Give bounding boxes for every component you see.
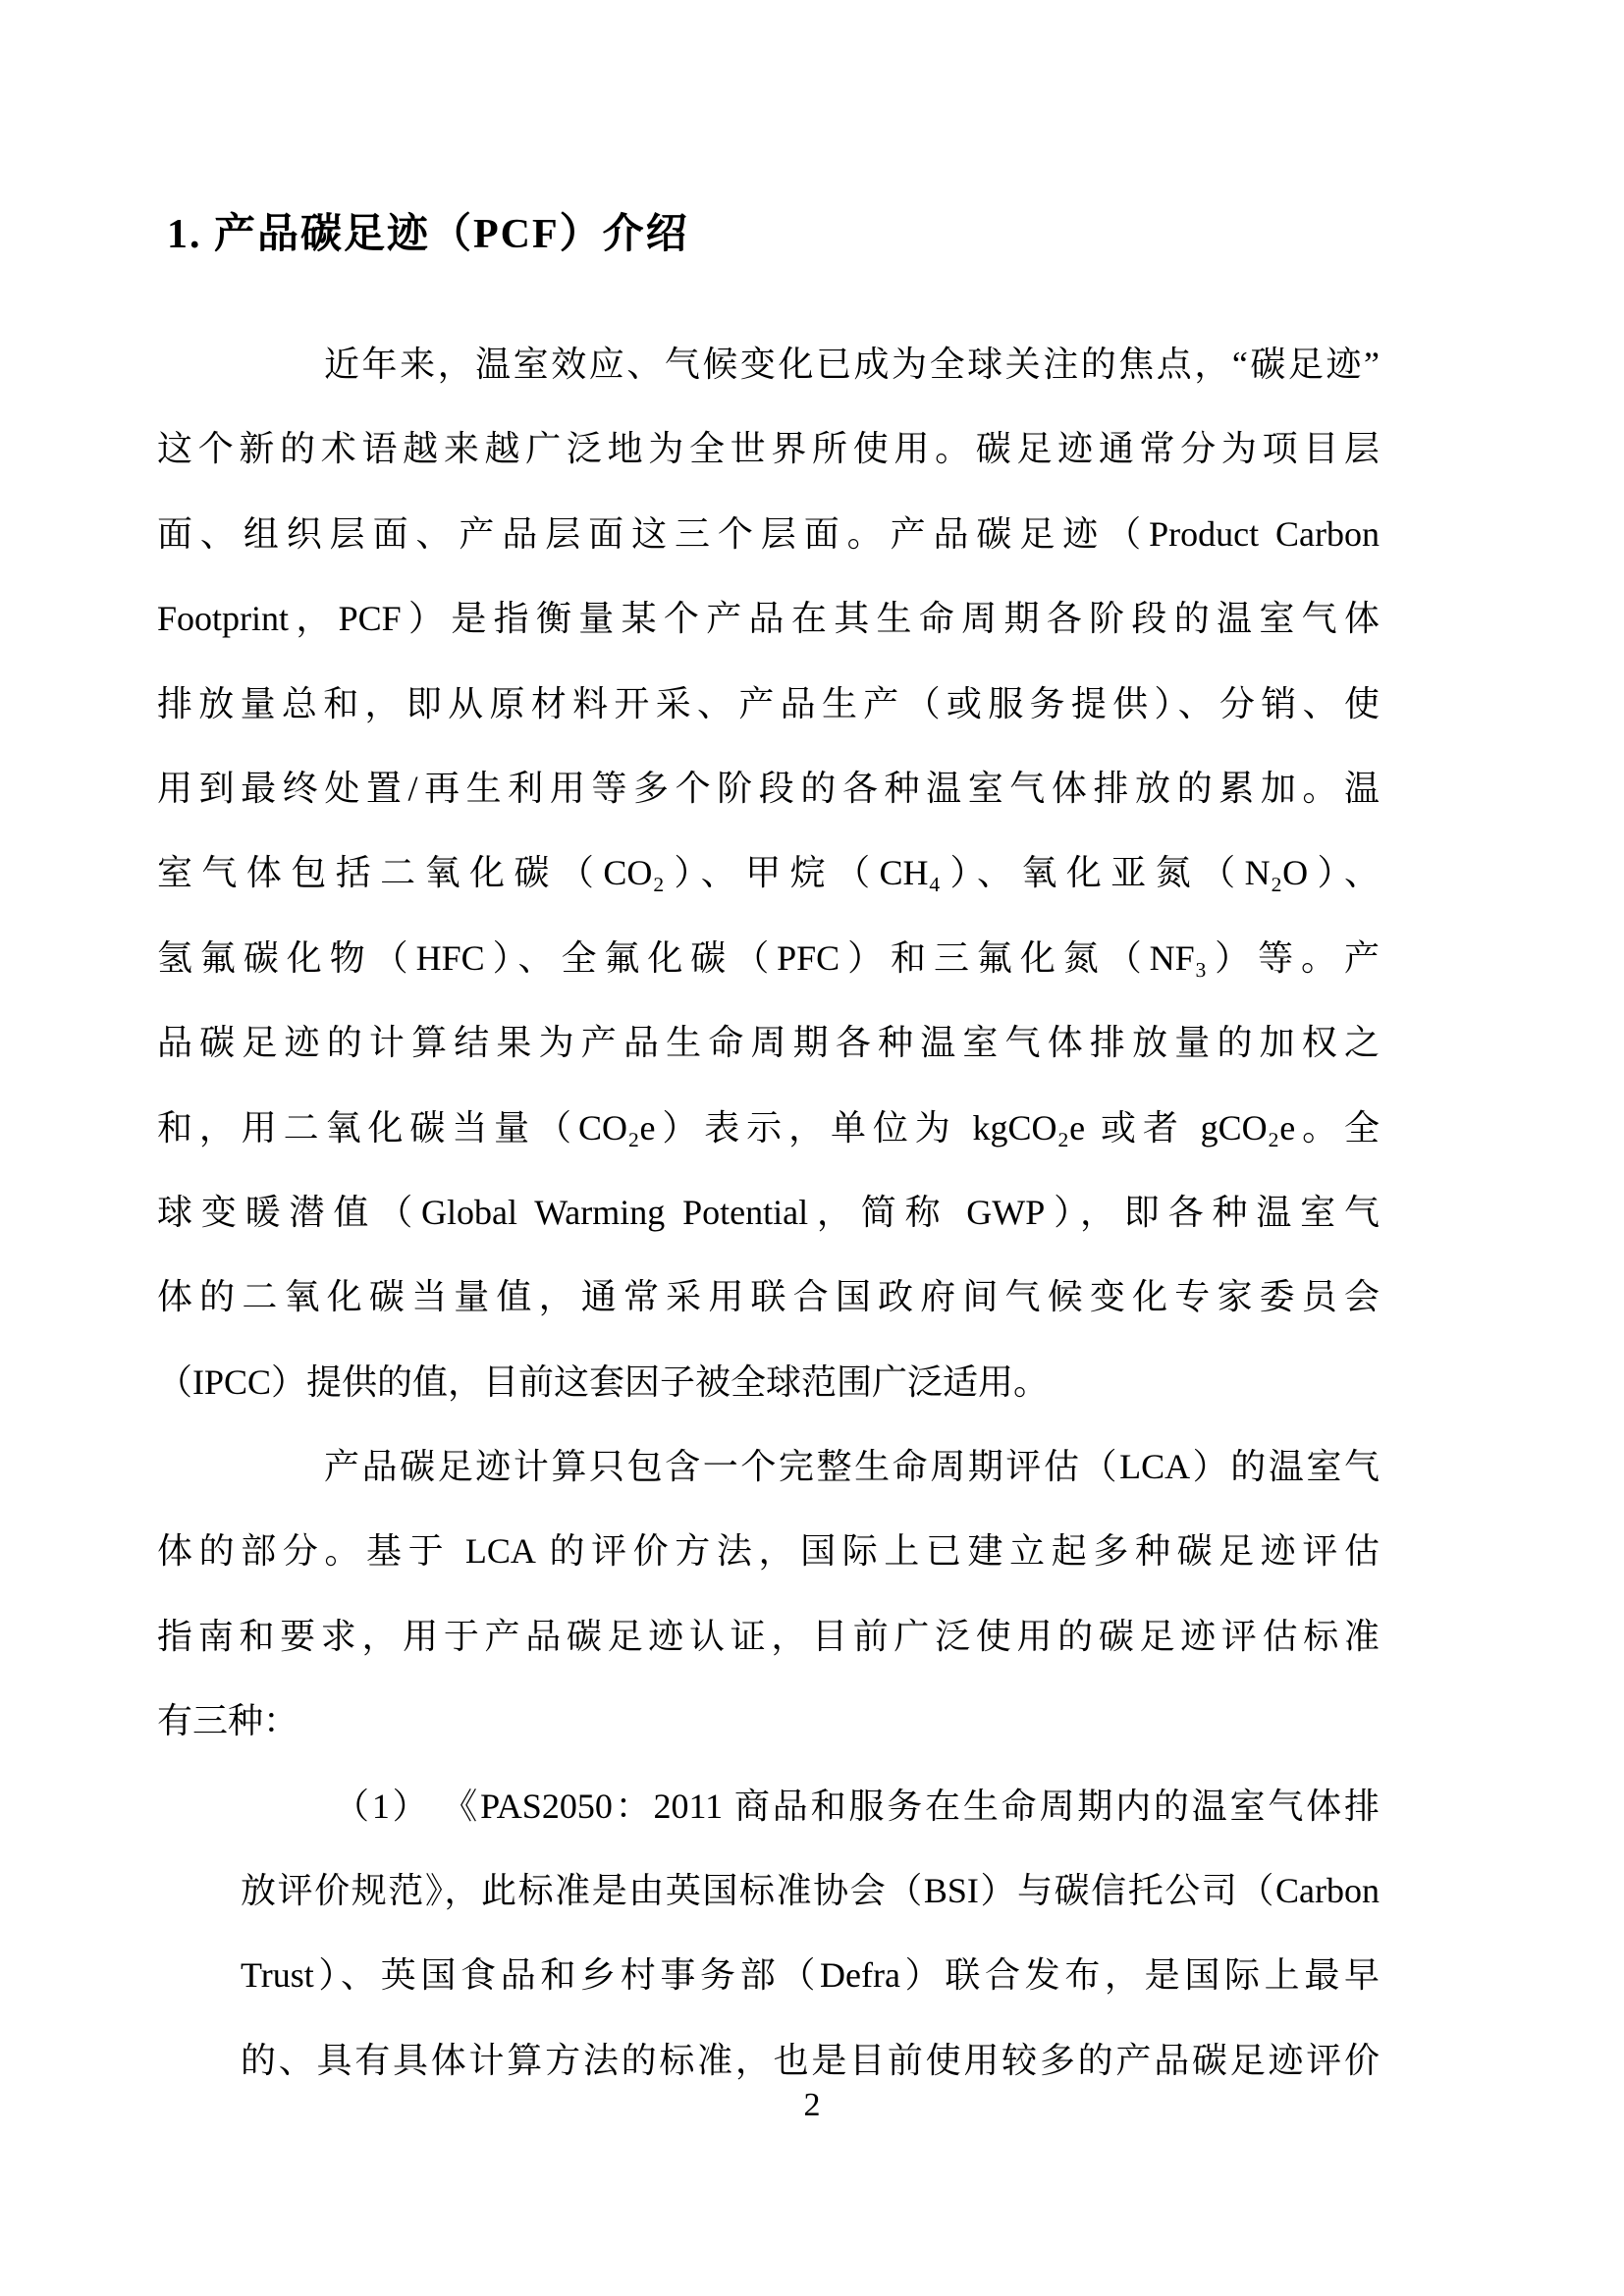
page-number: 2 [803,2087,821,2123]
text-line: 和，用二氧化碳当量（CO₂e）表示，单位为 kgCO₂e 或者 gCO₂e。全 [157,1107,1380,1148]
text-line: （1） 《PAS2050：2011 商品和服务在生命周期内的温室气体排 [334,1786,1380,1826]
text-line: 体的二氧化碳当量值，通常采用联合国政府间气候变化专家委员会 [157,1277,1380,1317]
text-line: 排放量总和，即从原材料开采、产品生产（或服务提供）、分销、使 [157,683,1380,723]
text-line: 放评价规范》，此标准是由英国标准协会（BSI）与碳信托公司（Carbon [241,1871,1380,1911]
text-line: 面、组织层面、产品层面这三个层面。产品碳足迹（Product Carbon [157,513,1380,554]
text-line: 这个新的术语越来越广泛地为全世界所使用。碳足迹通常分为项目层 [157,429,1380,469]
text-line: 氢氟碳化物（HFC）、全氟化碳（PFC）和三氟化氮（NF₃）等。产 [157,937,1380,978]
section-heading: 1. 产品碳足迹（PCF）介绍 [167,212,689,257]
text-line: 指南和要求，用于产品碳足迹认证，目前广泛使用的碳足迹评估标准 [157,1616,1380,1656]
text-line: 用到最终处置/再生利用等多个阶段的各种温室气体排放的累加。温 [157,768,1380,808]
text-line: （IPCC）提供的值，目前这套因子被全球范围广泛适用。 [157,1362,1050,1402]
text-line: Trust）、英国食品和乡村事务部（Defra）联合发布，是国际上最早 [241,1955,1380,1996]
body-text [157,322,1380,2103]
text-line: 品碳足迹的计算结果为产品生命周期各种温室气体排放量的加权之 [157,1023,1380,1063]
text-line: 球变暖潜值（Global Warming Potential，简称 GWP），即各种温室气 [157,1192,1380,1232]
text-line: Footprint，PCF）是指衡量某个产品在其生命周期各阶段的温室气体 [157,599,1380,639]
text-line: 体的部分。基于 LCA 的评价方法，国际上已建立起多种碳足迹评估 [157,1531,1380,1572]
text-line: 有三种： [157,1701,299,1741]
text-line: 近年来，温室效应、气候变化已成为全球关注的焦点，“碳足迹” [324,345,1380,384]
text-line: 室气体包括二氧化碳（CO₂）、甲烷（CH₄）、氧化亚氮（N₂O）、 [157,853,1380,893]
text-line: 产品碳足迹计算只包含一个完整生命周期评估（LCA）的温室气 [324,1447,1380,1487]
text-line: 的、具有具体计算方法的标准，也是目前使用较多的产品碳足迹评价 [241,2040,1380,2080]
